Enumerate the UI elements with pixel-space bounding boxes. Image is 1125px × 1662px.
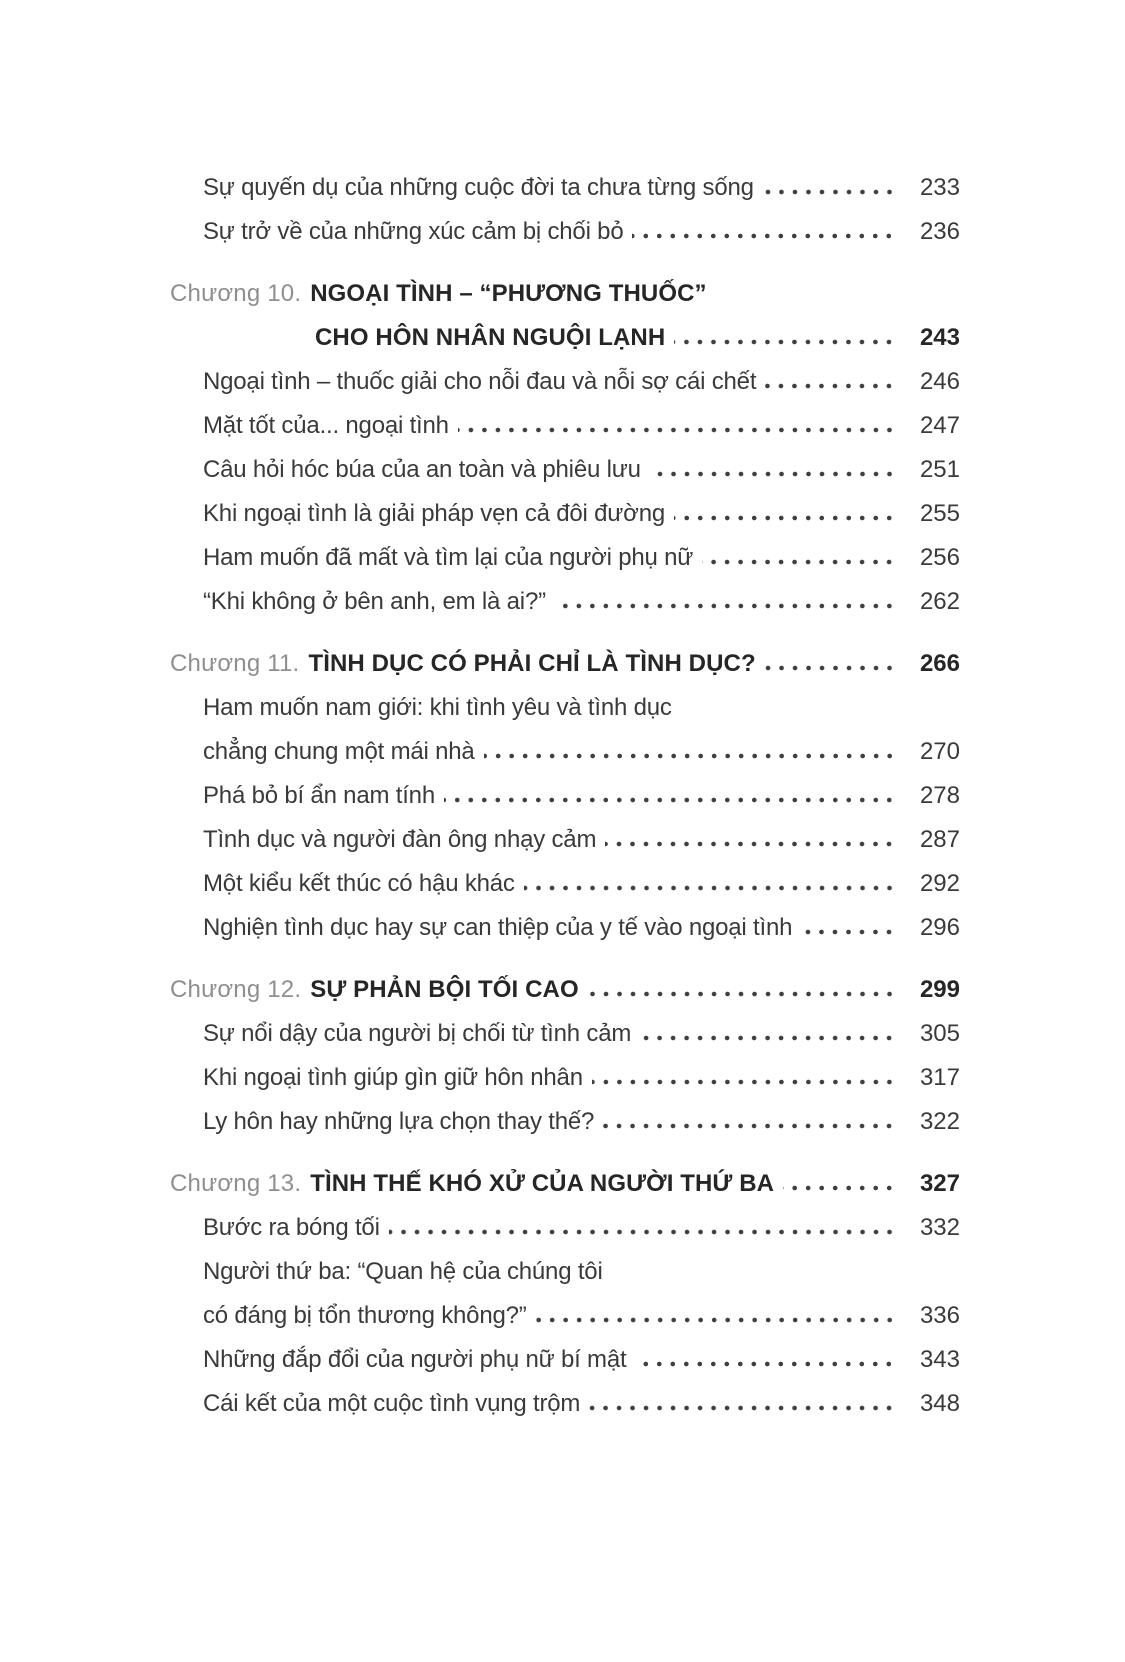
toc-sub-entry (170, 906, 960, 950)
toc-sub-entry (170, 774, 960, 818)
page-number: 255 (919, 500, 960, 527)
page-number: 246 (919, 368, 960, 395)
toc-sub-entry (170, 492, 960, 536)
page-number: 287 (919, 826, 960, 853)
entry-title: Một kiểu kết thúc có hậu khác (203, 870, 515, 897)
toc-line (170, 1206, 960, 1250)
entry-title: Khi ngoại tình giúp gìn giữ hôn nhân (203, 1064, 583, 1091)
dot-leader (674, 339, 896, 345)
toc-sub-entry (170, 536, 960, 580)
toc-chapter-entry (170, 642, 960, 686)
toc-sub-entry (170, 1056, 960, 1100)
entry-title: chẳng chung một mái nhà (203, 738, 475, 765)
dot-leader (650, 471, 896, 477)
entry-title: Bước ra bóng tối (203, 1214, 380, 1241)
toc-line (170, 642, 960, 686)
toc-sub-entry (170, 448, 960, 492)
toc-line (170, 730, 960, 774)
chapter-title: TÌNH THẾ KHÓ XỬ CỦA NGƯỜI THỨ BA (310, 1170, 775, 1197)
toc-sub-entry (170, 1250, 960, 1338)
toc-sub-entry (170, 580, 960, 624)
entry-title: Người thứ ba: “Quan hệ của chúng tôi (203, 1258, 603, 1285)
toc-line (170, 1056, 960, 1100)
entry-title: Tình dục và người đàn ông nhạy cảm (203, 826, 597, 853)
entry-title: Nghiện tình dục hay sự can thiệp của y tế vào ngoại tình (203, 914, 793, 941)
chapter-title: TÌNH DỤC CÓ PHẢI CHỈ LÀ TÌNH DỤC? (308, 650, 756, 677)
entry-title: Cái kết của một cuộc tình vụng trộm (203, 1390, 581, 1417)
toc-line (170, 1338, 960, 1382)
page-number: 317 (919, 1064, 960, 1091)
page-number: 233 (919, 174, 960, 201)
page-number: 296 (919, 914, 960, 941)
dot-leader (524, 885, 896, 891)
page-number: 266 (919, 650, 960, 677)
dot-leader (536, 1317, 896, 1323)
toc-sub-entry (170, 210, 960, 254)
toc-line (170, 1162, 960, 1206)
toc-line (170, 536, 960, 580)
toc-sub-entry (170, 1338, 960, 1382)
page-number: 292 (919, 870, 960, 897)
chapter-title: CHO HÔN NHÂN NGUỘI LẠNH (315, 324, 666, 351)
dot-leader (605, 841, 896, 847)
entry-title: Sự trở về của những xúc cảm bị chối bỏ (203, 218, 624, 245)
dot-leader (592, 1079, 896, 1085)
toc-line (170, 1012, 960, 1056)
dot-leader (801, 929, 896, 935)
entry-title: Sự nổi dậy của người bị chối từ tình cảm (203, 1020, 632, 1047)
entry-title: Câu hỏi hóc búa của an toàn và phiêu lưu (203, 456, 641, 483)
entry-title: Những đắp đổi của người phụ nữ bí mật (203, 1346, 627, 1373)
toc-line (170, 1100, 960, 1144)
toc-line (170, 316, 960, 360)
toc-list (170, 166, 960, 1426)
page-number: 343 (919, 1346, 960, 1373)
toc-line (170, 580, 960, 624)
dot-leader (444, 797, 896, 803)
toc-line (170, 862, 960, 906)
chapter-number-label: Chương 12. (170, 976, 302, 1003)
toc-line (170, 448, 960, 492)
entry-title: Ham muốn nam giới: khi tình yêu và tình dục (203, 694, 672, 721)
dot-leader (674, 515, 896, 521)
toc-line (170, 968, 960, 1012)
toc-line (170, 272, 960, 316)
toc-sub-entry (170, 1012, 960, 1056)
dot-leader (458, 427, 896, 433)
dot-leader (765, 665, 896, 671)
page-number: 348 (919, 1390, 960, 1417)
toc-sub-entry (170, 404, 960, 448)
toc-line (170, 166, 960, 210)
toc-line (170, 360, 960, 404)
toc-sub-entry (170, 1100, 960, 1144)
chapter-title: NGOẠI TÌNH – “PHƯƠNG THUỐC” (310, 280, 707, 307)
chapter-number-label: Chương 13. (170, 1170, 302, 1197)
dot-leader (765, 383, 896, 389)
dot-leader (635, 1361, 896, 1367)
entry-title: Ham muốn đã mất và tìm lại của người phụ nữ (203, 544, 694, 571)
page-number: 256 (919, 544, 960, 571)
dot-leader (632, 233, 896, 239)
page-number: 236 (919, 218, 960, 245)
page-number: 299 (919, 976, 960, 1003)
toc-sub-entry (170, 1206, 960, 1250)
entry-title: Mặt tốt của... ngoại tình (203, 412, 449, 439)
entry-title: Ngoại tình – thuốc giải cho nỗi đau và nỗi sợ cái chết (203, 368, 757, 395)
dot-leader (763, 189, 896, 195)
page-number: 322 (919, 1108, 960, 1135)
toc-line (170, 1250, 960, 1294)
page-number: 336 (919, 1302, 960, 1329)
page-number: 262 (919, 588, 960, 615)
page-number: 332 (919, 1214, 960, 1241)
toc-line (170, 686, 960, 730)
page-number: 327 (919, 1170, 960, 1197)
toc-sub-entry (170, 818, 960, 862)
chapter-title: SỰ PHẢN BỘI TỐI CAO (310, 976, 579, 1003)
dot-leader (640, 1035, 896, 1041)
page-number: 278 (919, 782, 960, 809)
toc-sub-entry (170, 360, 960, 404)
dot-leader (702, 559, 896, 565)
entry-title: Khi ngoại tình là giải pháp vẹn cả đôi đường (203, 500, 666, 527)
dot-leader (555, 603, 896, 609)
entry-title: có đáng bị tổn thương không?” (203, 1302, 527, 1329)
toc-line (170, 404, 960, 448)
dot-leader (588, 991, 896, 997)
toc-line (170, 818, 960, 862)
entry-title: Phá bỏ bí ẩn nam tính (203, 782, 435, 809)
toc-line (170, 210, 960, 254)
entry-title: “Khi không ở bên anh, em là ai?” (203, 588, 546, 615)
toc-sub-entry (170, 862, 960, 906)
dot-leader (603, 1123, 896, 1129)
page-number: 251 (919, 456, 960, 483)
dot-leader (783, 1185, 896, 1191)
toc-sub-entry (170, 1382, 960, 1426)
toc-line (170, 1294, 960, 1338)
toc-chapter-entry (170, 272, 960, 360)
page-number: 243 (919, 324, 960, 351)
toc-line (170, 906, 960, 950)
entry-title: Ly hôn hay những lựa chọn thay thế? (203, 1108, 595, 1135)
page-number: 305 (919, 1020, 960, 1047)
toc-sub-entry (170, 686, 960, 774)
dot-leader (589, 1405, 896, 1411)
dot-leader (484, 753, 896, 759)
dot-leader (389, 1229, 896, 1235)
chapter-number-label: Chương 11. (170, 650, 300, 677)
toc-sub-entry (170, 166, 960, 210)
toc-chapter-entry (170, 968, 960, 1012)
toc-line (170, 1382, 960, 1426)
entry-title: Sự quyến dụ của những cuộc đời ta chưa từng sống (203, 174, 754, 201)
page-number: 247 (919, 412, 960, 439)
chapter-number-label: Chương 10. (170, 280, 302, 307)
toc-chapter-entry (170, 1162, 960, 1206)
page-number: 270 (919, 738, 960, 765)
toc-line (170, 492, 960, 536)
toc-line (170, 774, 960, 818)
